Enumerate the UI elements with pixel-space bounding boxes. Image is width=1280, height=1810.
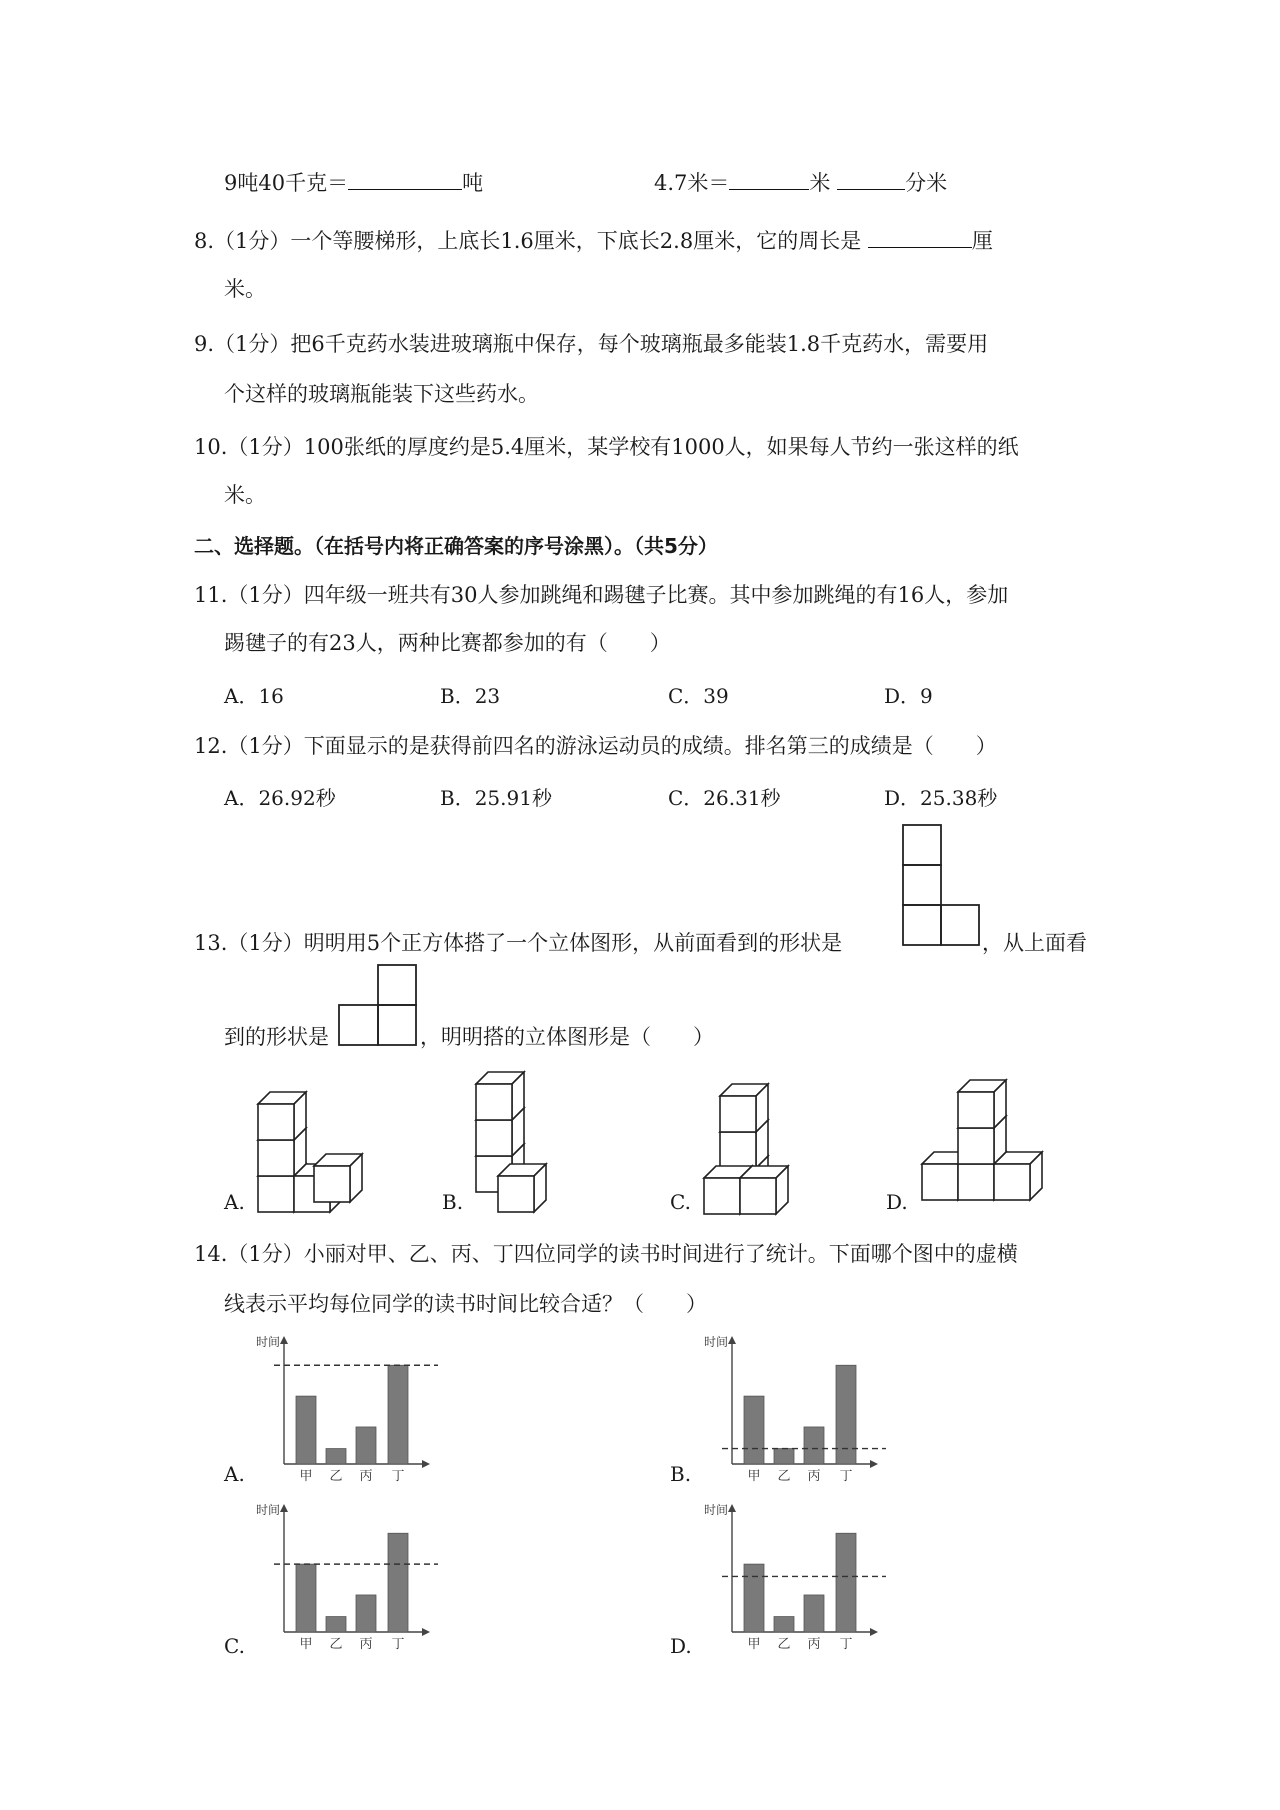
bar [296,1396,316,1464]
tick-label: 丁 [839,1469,853,1484]
tick-label: 丁 [839,1637,853,1652]
q11-line1: 11.（1分）四年级一班共有30人参加跳绳和踢毽子比赛。其中参加跳绳的有16人，参加 [194,583,1009,607]
bar-chart-b [704,1336,904,1486]
q9-line2: 个这样的玻璃瓶能装下这些药水。 [224,382,539,406]
tick-label: 乙 [777,1469,791,1484]
bar [804,1427,824,1464]
cube [958,1080,1006,1128]
q9-line1: 9.（1分）把6千克药水装进玻璃瓶中保存，每个玻璃瓶最多能装1.8千克药水，需要用 [194,332,989,356]
bar [836,1533,856,1632]
q8-line2: 米。 [224,277,266,301]
bar [356,1595,376,1632]
bar [388,1533,408,1632]
q7-right-unit2: 分米 [905,171,948,195]
section-title: 二、选择题。（在括号内将正确答案的序号涂黑）。（共5分） [194,534,718,558]
q13-line1b: ，从上面看 [982,931,1087,955]
answer-blank[interactable] [868,225,972,248]
q13-option-d[interactable]: D. [886,1190,908,1214]
tick-label: 乙 [329,1637,343,1652]
cube [498,1164,546,1212]
bar-chart-d [704,1504,904,1654]
y-axis-arrow [280,1504,288,1512]
y-axis-arrow [728,1504,736,1512]
q7-left-text: 9吨40千克＝ [224,171,349,195]
bar [388,1365,408,1464]
q12-line1: 12.（1分）下面显示的是获得前四名的游泳运动员的成绩。排名第三的成绩是（ ） [194,734,997,758]
y-axis-arrow [728,1336,736,1344]
q7-right-line [654,167,947,198]
y-axis-label: 时间 [703,1503,728,1517]
q13-line2a: 到的形状是 [224,1025,329,1049]
q13-line1a: 13.（1分）明明用5个正方体搭了一个立体图形，从前面看到的形状是 [194,931,843,955]
q12-option-c[interactable]: C．26.31秒 [668,786,781,810]
bar [774,1449,794,1464]
tick-label: 丙 [359,1469,373,1484]
q14-option-b[interactable]: B. [670,1462,692,1486]
cube [740,1166,788,1214]
cube [258,1092,306,1140]
q8-text: 8.（1分）一个等腰梯形，上底长1.6厘米，下底长2.8厘米，它的周长是 [194,229,862,253]
cube [314,1154,362,1202]
bar-chart-a [256,1336,456,1486]
q12-option-b[interactable]: B．25.91秒 [440,786,552,810]
q7-line [224,167,483,198]
y-axis-label: 时间 [255,1335,280,1349]
answer-blank[interactable] [837,167,905,190]
q12-option-d[interactable]: D．25.38秒 [884,786,998,810]
bar [296,1564,316,1632]
x-axis-arrow [870,1460,878,1468]
tick-label: 甲 [747,1637,761,1652]
bar [326,1449,346,1464]
tick-label: 丙 [807,1469,821,1484]
q11-option-c[interactable]: C．39 [668,684,729,708]
q10-line2: 米。 [224,483,266,507]
cube-figure-b [474,1074,594,1214]
cube [994,1152,1042,1200]
top-view-figure [338,964,420,1048]
answer-blank[interactable] [348,167,462,190]
q7-right-text: 4.7米＝ [654,171,730,195]
q11-option-b[interactable]: B．23 [440,684,501,708]
tick-label: 乙 [777,1637,791,1652]
q14-option-d[interactable]: D. [670,1634,692,1658]
q13-line2b: ，明明搭的立体图形是（ ） [420,1025,714,1049]
q7-left-unit: 吨 [462,171,484,195]
tick-label: 丁 [391,1469,405,1484]
tick-label: 丙 [359,1637,373,1652]
y-axis-arrow [280,1336,288,1344]
tick-label: 丁 [391,1637,405,1652]
q8-line1 [194,225,993,256]
answer-blank[interactable] [729,167,809,190]
tick-label: 甲 [747,1469,761,1484]
q13-option-c[interactable]: C. [670,1190,691,1214]
x-axis-arrow [870,1628,878,1636]
cube-figure-a [256,1074,376,1214]
tick-label: 乙 [329,1469,343,1484]
bar [326,1617,346,1632]
bar [356,1427,376,1464]
bar [774,1617,794,1632]
front-view-figure [902,824,982,946]
q11-option-a[interactable]: A．16 [224,684,284,708]
q14-option-c[interactable]: C. [224,1634,245,1658]
tick-label: 丙 [807,1637,821,1652]
x-axis-arrow [422,1628,430,1636]
q8-unit: 厘 [971,229,993,253]
q7-right-unit1: 米 [809,171,831,195]
bar [804,1595,824,1632]
cube-figure-c [702,1064,822,1214]
q10-line1: 10.（1分）100张纸的厚度约是5.4厘米，某学校有1000人，如果每人节约一张这样的纸 [194,435,1019,459]
bar [744,1396,764,1464]
q13-option-a[interactable]: A. [224,1190,245,1214]
x-axis-arrow [422,1460,430,1468]
q14-line1: 14.（1分）小丽对甲、乙、丙、丁四位同学的读书时间进行了统计。下面哪个图中的虚横 [194,1242,1018,1266]
tick-label: 甲 [299,1469,313,1484]
q13-option-b[interactable]: B. [442,1190,464,1214]
cube [720,1084,768,1132]
y-axis-label: 时间 [703,1335,728,1349]
q12-option-a[interactable]: A．26.92秒 [224,786,336,810]
y-axis-label: 时间 [255,1503,280,1517]
q14-line2: 线表示平均每位同学的读书时间比较合适？（ ） [224,1292,707,1316]
q11-line2: 踢毽子的有23人，两种比赛都参加的有（ ） [224,631,671,655]
cube-figure-d [920,1082,1060,1212]
cube [476,1072,524,1120]
tick-label: 甲 [299,1637,313,1652]
bar [744,1564,764,1632]
bar-chart-c [256,1504,456,1654]
q11-option-d[interactable]: D．9 [884,684,933,708]
q14-option-a[interactable]: A. [224,1462,245,1486]
